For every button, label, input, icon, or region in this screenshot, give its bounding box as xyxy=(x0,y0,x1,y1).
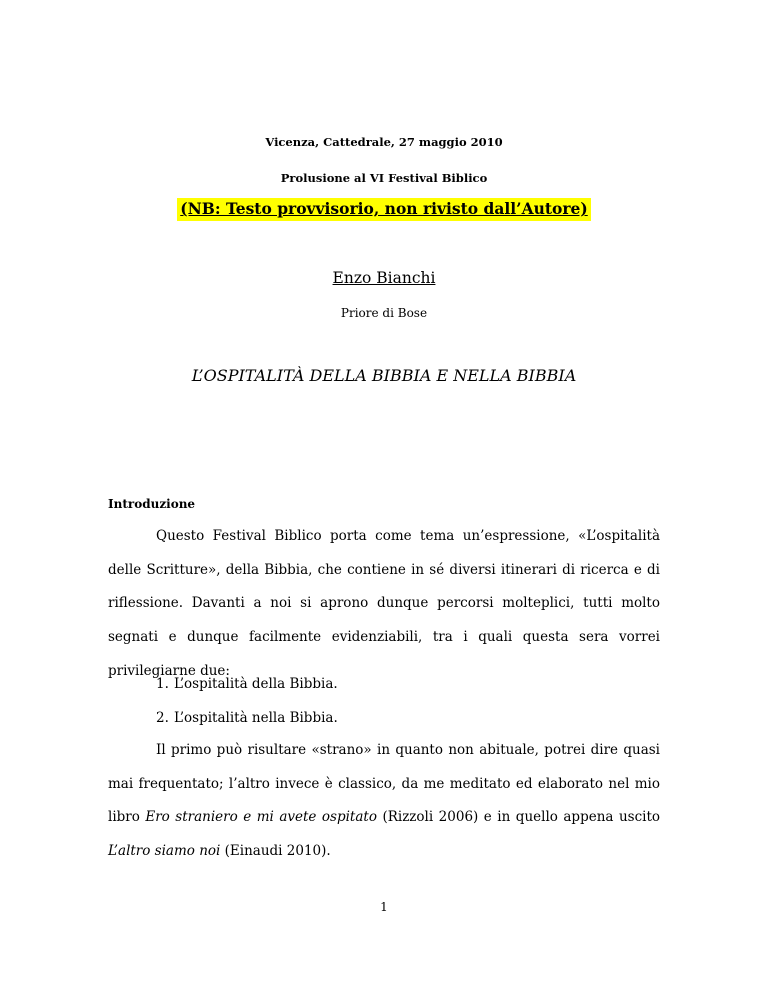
author-role: Priore di Bose xyxy=(340,306,428,320)
author-name: Enzo Bianchi xyxy=(332,269,436,287)
occasion: Prolusione al VI Festival Biblico xyxy=(280,171,488,185)
place-date: Vicenza, Cattedrale, 27 maggio 2010 xyxy=(265,135,503,149)
list-item-number: 2. xyxy=(156,710,169,726)
paragraph-intro: Questo Festival Biblico porta come tema un’espressione, «L’ospitalità delle Scritture», della Bibbia, che contiene in sé diversi itinerari di ricerca e di riflessione. Davanti a noi si aprono dunque percorsi molteplici, tutti molto segnati e dunque facilmente evidenziabili, tra i quali questa sera vorrei privilegiarne due: xyxy=(108,528,660,679)
paragraph-text: (Rizzoli 2006) e in quello appena uscito xyxy=(376,809,660,826)
paragraph-text: (Einaudi 2010). xyxy=(220,843,331,860)
paragraph-text: Il primo può risultare «strano» in quanto non abituale, potrei dire quasi mai frequentato; l’altro invece è classico, da me meditato ed elaborato nel mio libro xyxy=(108,742,660,826)
list-item xyxy=(156,710,338,726)
page-number: 1 xyxy=(380,900,388,914)
book-title: Ero straniero e mi avete ospitato xyxy=(145,809,377,826)
list-item-text: L’ospitalità della Bibbia. xyxy=(174,676,338,692)
document-title: L’OSPITALITÀ DELLA BIBBIA E NELLA BIBBIA xyxy=(191,366,577,385)
list-item-number: 1. xyxy=(156,676,169,692)
provisional-note: (NB: Testo provvisorio, non rivisto dall’Autore) xyxy=(177,198,591,221)
paragraph-second xyxy=(108,734,660,869)
section-heading: Introduzione xyxy=(108,497,196,511)
list-item-text: L’ospitalità nella Bibbia. xyxy=(174,710,338,726)
provisional-note-wrapper xyxy=(0,198,768,221)
book-title: L’altro siamo noi xyxy=(108,843,221,860)
list-item xyxy=(156,676,338,692)
